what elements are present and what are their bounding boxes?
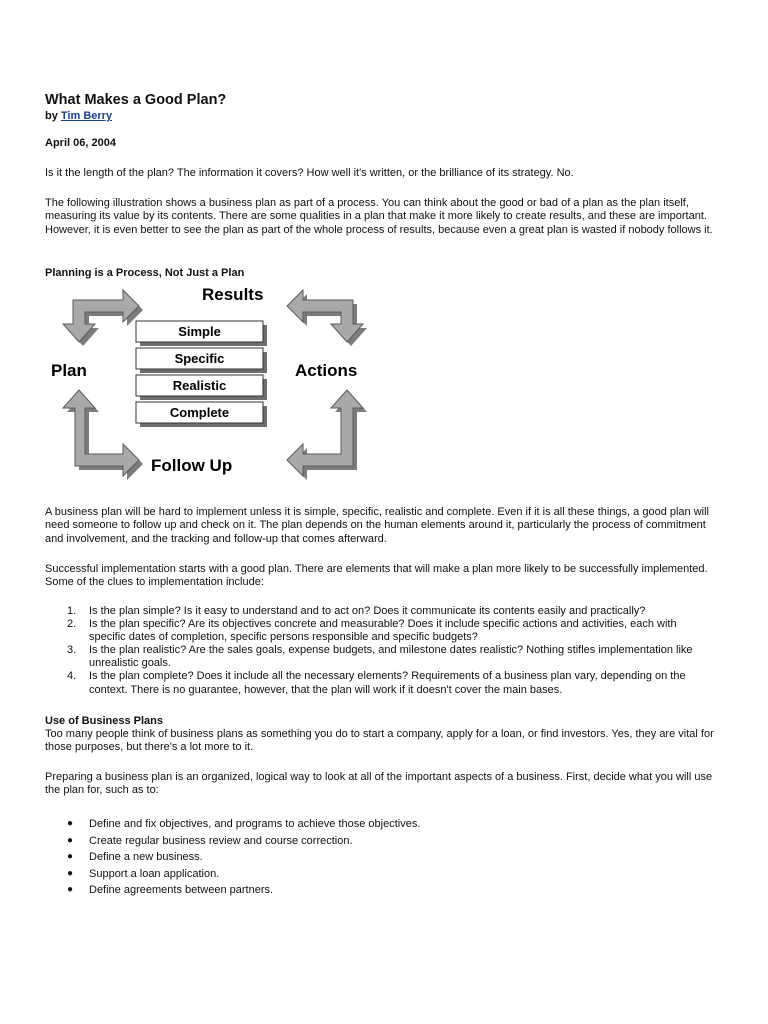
uses-paragraph-2: Preparing a business plan is an organized, logical way to look at all of the important aspects of a business. First, decide what you will use the plan for, such as to:	[45, 771, 713, 797]
list-number: 4.	[67, 670, 77, 683]
list-number: 2.	[67, 618, 77, 631]
list-item	[45, 866, 420, 883]
bullet-icon: ●	[67, 884, 74, 895]
planning-process-diagram	[45, 280, 385, 485]
quality-realistic: Realistic	[172, 378, 227, 393]
intro-paragraph-1: Is it the length of the plan? The information it covers? How well it's written, or the brilliance of its strategy. No.	[45, 167, 574, 179]
list-item	[45, 849, 420, 866]
diagram-label-follow-up: Follow Up	[151, 456, 233, 475]
bullet-icon: ●	[67, 818, 74, 829]
body-paragraph-1: A business plan will be hard to implement unless it is simple, specific, realistic and complete. Even if it is all these things, a good plan will need someone to follow up and check on it. The plan depends on the human elements around it, particularly the process of commitment and involvement, and the tracking and follow-up that comes afterward.	[45, 506, 709, 545]
implementation-clues-list	[45, 605, 715, 697]
author-link[interactable]: Tim Berry	[60, 110, 113, 122]
list-number: 1.	[67, 605, 77, 617]
list-item-text: Define and fix objectives, and programs to achieve those objectives.	[89, 818, 421, 830]
diagram-label-actions: Actions	[295, 361, 358, 380]
list-item-text: Support a loan application.	[89, 867, 220, 880]
uses-paragraph-1: Too many people think of business plans as something you do to start a company, apply for a loan, or find investors. Yes, they are vital for those purposes, but there's a lot more to it.	[45, 728, 714, 754]
bullet-icon: ●	[67, 834, 74, 846]
uses-heading: Use of Business Plans	[45, 715, 163, 727]
diagram-heading: Planning is a Process, Not Just a Plan	[45, 267, 245, 279]
byline-prefix: by	[45, 110, 58, 122]
diagram-label-results: Results	[202, 285, 264, 304]
bullet-icon: ●	[67, 867, 74, 879]
quality-box	[136, 321, 267, 346]
diagram-label-plan: Plan	[51, 361, 87, 380]
list-item-text: Is the plan realistic? Are the sales goals, expense budgets, and milestone dates realistic? Nothing stifles implementation like unrealistic goals.	[89, 644, 693, 670]
list-item	[45, 644, 715, 670]
arrow-followup-to-plan	[63, 390, 143, 480]
arrow-results-to-actions	[287, 290, 367, 346]
quality-box	[136, 375, 267, 400]
plan-uses-list	[45, 816, 420, 899]
page-title: What Makes a Good Plan?	[45, 92, 227, 108]
list-item	[45, 618, 715, 644]
list-item-text: Is the plan specific? Are its objectives concrete and measurable? Does it include specific actions and activities, each with specific dates of completion, specific persons responsible and specific budgets?	[89, 618, 677, 644]
quality-specific: Specific	[174, 351, 225, 366]
arrow-actions-to-followup	[287, 390, 367, 480]
quality-box	[136, 402, 267, 427]
list-item-text: Is the plan simple? Is it easy to understand and to act on? Does it communicate its contents easily and practically?	[89, 605, 646, 617]
quality-box	[136, 348, 267, 373]
byline	[45, 110, 112, 122]
quality-simple: Simple	[178, 324, 221, 339]
list-item	[45, 816, 420, 833]
publish-date: April 06, 2004	[45, 137, 116, 149]
bullet-icon: ●	[67, 851, 74, 862]
list-item	[45, 882, 420, 899]
list-item-text: Define a new business.	[89, 851, 203, 863]
body-paragraph-2: Successful implementation starts with a good plan. There are elements that will make a plan more likely to be successfully implemented. Some of the clues to implementation include:	[45, 563, 708, 589]
quality-complete: Complete	[169, 405, 230, 420]
list-item	[45, 670, 715, 696]
list-item	[45, 605, 715, 618]
list-number: 3.	[67, 644, 77, 657]
list-item-text: Define agreements between partners.	[89, 884, 274, 896]
list-item-text: Is the plan complete? Does it include all the necessary elements? Requirements of a business plan vary, depending on the context. There is no guarantee, however, that the plan will work if it doesn't cover the main bases.	[89, 670, 686, 696]
list-item	[45, 833, 420, 850]
list-item-text: Create regular business review and course correction.	[89, 834, 353, 847]
arrow-plan-to-results	[63, 290, 143, 346]
intro-paragraph-2: The following illustration shows a business plan as part of a process. You can think about the good or bad of a plan as the plan itself, measuring its value by its contents. There are some qualities in a plan that make it more likely to create results, and these are important. However, it is even better to see the plan as part of the whole process of results, because even a great plan is wasted if nobody follows it.	[45, 197, 713, 236]
